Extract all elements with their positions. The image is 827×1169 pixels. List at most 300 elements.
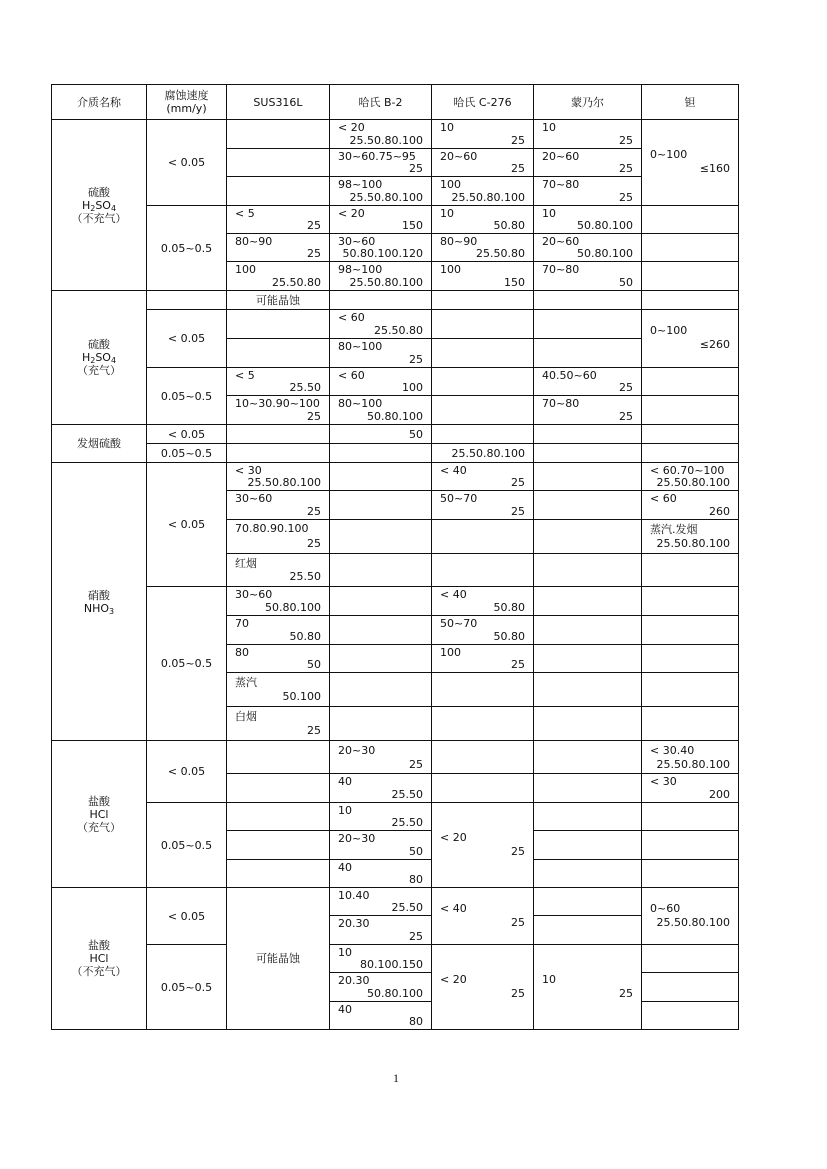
- data-cell: [533, 290, 642, 310]
- concentration: 10: [542, 121, 556, 134]
- data-cell: [533, 205, 642, 234]
- concentration: 蒸汽.发烟: [650, 523, 698, 536]
- data-cell: [431, 261, 534, 291]
- rate-value: < 0.05: [167, 427, 206, 441]
- header-medium-label: 介质名称: [77, 95, 121, 109]
- data-cell: [226, 672, 330, 707]
- data-cell: [329, 859, 432, 888]
- data-cell: [226, 395, 330, 425]
- rate-value: 0.05~0.5: [160, 446, 213, 460]
- temperature: 25: [409, 758, 423, 771]
- data-cell: [329, 830, 432, 860]
- temperature: 50.80.100: [577, 219, 633, 232]
- header-corrosion-rate: [146, 84, 227, 120]
- header-monel: [533, 84, 642, 120]
- temperature: 100: [402, 381, 423, 394]
- rate-cell: [146, 443, 227, 463]
- temperature: 25: [619, 381, 633, 394]
- temperature: 80: [409, 873, 423, 886]
- formula-part: H: [81, 198, 91, 212]
- data-cell: [329, 519, 432, 554]
- note-text: 可能晶蚀: [256, 293, 300, 307]
- data-cell: [431, 740, 534, 774]
- data-cell: [431, 119, 534, 149]
- data-cell-merged: [431, 802, 534, 888]
- temperature: 260: [709, 505, 730, 518]
- data-cell: [329, 944, 432, 973]
- data-cell: [431, 424, 534, 444]
- data-cell-merged: [431, 887, 534, 945]
- data-cell: [431, 205, 534, 234]
- formula-part: SO: [95, 351, 111, 364]
- data-cell: [226, 802, 330, 831]
- medium-formula: HCl: [89, 952, 109, 965]
- medium-hcl-non-aerated: [51, 887, 147, 1030]
- temperature: ≤160: [699, 162, 730, 175]
- data-cell: [533, 615, 642, 645]
- temperature: 25.50.80.100: [656, 758, 730, 771]
- concentration: 20.30: [338, 917, 370, 930]
- rate-cell: [146, 586, 227, 741]
- rate-value: 0.05~0.5: [160, 980, 213, 994]
- data-cell: [329, 261, 432, 291]
- data-cell: [533, 553, 642, 587]
- temperature: 25: [409, 930, 423, 943]
- concentration: < 30.40: [650, 744, 695, 757]
- data-cell: [641, 290, 739, 310]
- rate-cell: [146, 367, 227, 425]
- concentration: < 5: [235, 207, 255, 220]
- data-cell: [641, 773, 739, 803]
- data-cell: [431, 462, 534, 491]
- header-rate-label: 腐蚀速度: [164, 89, 209, 102]
- concentration: 20~60: [542, 235, 580, 248]
- data-cell: [641, 672, 739, 707]
- concentration: 100: [440, 646, 461, 659]
- data-cell: [226, 773, 330, 803]
- rate-cell: [146, 309, 227, 368]
- data-cell: [329, 740, 432, 774]
- data-cell: [431, 706, 534, 741]
- data-cell: [533, 915, 642, 945]
- temperature: 25.50.80: [476, 247, 525, 260]
- data-cell: [641, 740, 739, 774]
- data-cell: [533, 859, 642, 888]
- temperature: 50.80.100: [577, 247, 633, 260]
- data-cell: [431, 644, 534, 673]
- medium-label: 硫酸: [88, 185, 110, 199]
- data-cell: [226, 424, 330, 444]
- data-cell: [329, 972, 432, 1002]
- data-cell: [431, 309, 534, 339]
- data-cell: [329, 395, 432, 425]
- temperature: 50.80.100.120: [342, 247, 423, 260]
- concentration: 100: [440, 178, 461, 191]
- temperature: 25: [619, 162, 633, 175]
- temperature: 50: [307, 658, 321, 671]
- data-cell: [641, 553, 739, 587]
- concentration: 30~60: [235, 492, 273, 505]
- data-cell: [533, 706, 642, 741]
- data-cell: [533, 490, 642, 520]
- concentration: 白烟: [235, 710, 257, 723]
- data-cell: [329, 462, 432, 491]
- data-cell: [329, 706, 432, 741]
- concentration: 20~30: [338, 744, 376, 757]
- data-cell: [329, 233, 432, 262]
- data-cell: [226, 309, 330, 339]
- medium-formula: HCl: [89, 807, 109, 821]
- temperature: 25: [511, 476, 525, 489]
- temperature: 50.80.100: [265, 601, 321, 614]
- concentration: 30~60: [338, 235, 376, 248]
- temperature: 25.50: [391, 816, 423, 829]
- medium-h2so4-aerated: [51, 290, 147, 425]
- temperature: 25.50.80.100: [349, 276, 423, 289]
- temperature: 25: [511, 134, 525, 147]
- rate-cell: [146, 462, 227, 587]
- data-cell: [641, 261, 739, 291]
- concentration: < 40: [440, 588, 467, 601]
- data-cell: [641, 1001, 739, 1030]
- data-cell: [533, 672, 642, 707]
- data-cell: [641, 395, 739, 425]
- concentration: 100: [440, 263, 461, 276]
- data-cell: [329, 205, 432, 234]
- data-cell: [431, 615, 534, 645]
- concentration: 20~30: [338, 832, 376, 845]
- medium-formula: [84, 602, 114, 615]
- medium-condition: （不充气）: [71, 965, 127, 978]
- temperature: 25: [511, 987, 525, 1000]
- temperature: 25: [307, 219, 321, 232]
- concentration: 10.40: [338, 889, 370, 902]
- data-cell: [329, 338, 432, 368]
- data-cell: [533, 148, 642, 177]
- data-cell-merged: [641, 119, 739, 206]
- data-cell: [226, 176, 330, 206]
- concentration: 20~60: [542, 150, 580, 163]
- data-cell: [329, 773, 432, 803]
- rate-cell: [146, 944, 227, 1030]
- formula-sub: 2: [90, 356, 96, 365]
- formula-part: SO: [95, 198, 111, 212]
- data-cell: [431, 553, 534, 587]
- temperature: 50.80: [289, 630, 321, 643]
- temperature: 150: [402, 219, 423, 232]
- data-cell: [431, 233, 534, 262]
- data-cell: [533, 338, 642, 368]
- formula-sub: 2: [90, 203, 96, 213]
- page-number: 1: [393, 1071, 399, 1085]
- data-cell: [641, 586, 739, 616]
- data-cell: [329, 309, 432, 339]
- concentration: < 60: [650, 492, 677, 505]
- concentration: 98~100: [338, 178, 383, 191]
- rate-cell: [146, 290, 227, 310]
- concentration: 10~30.90~100: [235, 397, 320, 410]
- rate-value: 0.05~0.5: [160, 657, 213, 670]
- data-cell: [226, 367, 330, 396]
- data-cell: [329, 644, 432, 673]
- concentration: < 30: [650, 775, 677, 788]
- data-cell: [431, 290, 534, 310]
- data-cell: [329, 490, 432, 520]
- medium-label: 硝酸: [88, 588, 110, 602]
- temperature: 25.50.80.100: [656, 476, 730, 489]
- medium-label: 发烟硫酸: [77, 437, 121, 450]
- rate-value: < 0.05: [167, 518, 206, 531]
- temperature: 25: [511, 162, 525, 175]
- concentration: 80~100: [338, 340, 383, 353]
- formula-sub: 3: [109, 606, 115, 616]
- header-hastelloy-c276: [431, 84, 534, 120]
- data-cell: [641, 519, 739, 554]
- concentration: < 60: [338, 311, 365, 324]
- data-cell: [533, 773, 642, 803]
- medium-nitric-acid: [51, 462, 147, 741]
- rate-value: < 0.05: [167, 765, 206, 778]
- temperature: 50.80.100: [367, 987, 423, 1000]
- medium-condition: （不充气）: [71, 211, 127, 225]
- medium-condition: （充气）: [77, 364, 121, 377]
- data-cell: [641, 462, 739, 491]
- medium-label: 盐酸: [88, 794, 110, 808]
- data-cell-merged: [641, 887, 739, 945]
- data-cell: [533, 367, 642, 396]
- data-cell: [533, 740, 642, 774]
- concentration: 20.30: [338, 974, 370, 987]
- data-cell-merged: [641, 309, 739, 368]
- concentration: < 40: [440, 464, 467, 477]
- data-cell: [533, 176, 642, 206]
- concentration: 10: [542, 207, 556, 220]
- formula-sub: 4: [110, 203, 117, 213]
- temperature: 25.50.80: [374, 324, 423, 337]
- medium-label: 盐酸: [88, 939, 110, 952]
- temperature: 25: [619, 987, 633, 1000]
- medium-formula: [82, 199, 116, 212]
- temperature: 80: [409, 1015, 423, 1028]
- data-cell: [226, 338, 330, 368]
- temperature: 25: [511, 658, 525, 671]
- temperature: 50.80: [493, 219, 525, 232]
- data-cell: [641, 972, 739, 1002]
- data-cell: [226, 490, 330, 520]
- data-cell: [641, 802, 739, 831]
- temperature: 25.50: [289, 570, 321, 583]
- data-cell: [431, 672, 534, 707]
- data-cell: [329, 672, 432, 707]
- temperature: 25.50.80: [272, 276, 321, 289]
- temperature: 50: [409, 428, 423, 441]
- data-cell: [431, 338, 534, 368]
- data-cell: [533, 462, 642, 491]
- medium-condition: （充气）: [77, 820, 121, 834]
- data-cell: [226, 586, 330, 616]
- temperature: 25: [307, 247, 321, 260]
- data-cell: [533, 586, 642, 616]
- data-cell: [533, 519, 642, 554]
- concentration: 蒸汽: [235, 676, 257, 689]
- medium-fuming-sulfuric: [51, 424, 147, 463]
- data-cell: [226, 205, 330, 234]
- temperature: 50.80: [493, 630, 525, 643]
- data-cell: [226, 119, 330, 149]
- data-cell: [329, 915, 432, 945]
- data-cell: [329, 119, 432, 149]
- data-cell: [641, 424, 739, 444]
- data-cell: [533, 443, 642, 463]
- medium-hcl-aerated: [51, 740, 147, 888]
- data-cell: [641, 944, 739, 973]
- data-cell: [329, 424, 432, 444]
- rate-value: 0.05~0.5: [160, 241, 213, 255]
- data-cell: [329, 176, 432, 206]
- data-cell-merged: [226, 887, 330, 1030]
- concentration: 10: [542, 973, 556, 986]
- temperature: 25.50.80.100: [349, 134, 423, 147]
- data-cell: [329, 290, 432, 310]
- temperature: 50.80: [493, 601, 525, 614]
- header-sus316l-label: SUS316L: [253, 95, 303, 109]
- data-cell: [226, 519, 330, 554]
- data-cell: [641, 490, 739, 520]
- concentration: 10: [338, 946, 352, 959]
- concentration: 80~100: [338, 397, 383, 410]
- data-cell-merged: [431, 944, 534, 1030]
- temperature: 25.50: [391, 788, 423, 801]
- concentration: < 5: [235, 369, 255, 382]
- note-text: 可能晶蚀: [256, 952, 300, 965]
- header-c276-label: 哈氏 C-276: [453, 95, 512, 109]
- data-cell: [329, 443, 432, 463]
- temperature: 25: [619, 410, 633, 423]
- data-cell: [329, 1001, 432, 1030]
- data-cell: [329, 586, 432, 616]
- data-cell: [641, 615, 739, 645]
- data-cell: [641, 367, 739, 396]
- data-cell: [533, 802, 642, 831]
- temperature: 50: [619, 276, 633, 289]
- concentration: 50~70: [440, 617, 478, 630]
- data-cell: [226, 740, 330, 774]
- temperature: 150: [504, 276, 525, 289]
- data-cell: [431, 367, 534, 396]
- data-cell: [533, 261, 642, 291]
- concentration: 30~60.75~95: [338, 150, 416, 163]
- data-cell: [226, 644, 330, 673]
- concentration: 0~100: [650, 324, 688, 337]
- concentration: 40: [338, 1003, 352, 1016]
- data-cell: [329, 615, 432, 645]
- concentration: 10: [338, 804, 352, 817]
- concentration: 80~90: [235, 235, 273, 248]
- data-cell: [533, 119, 642, 149]
- data-cell: [329, 887, 432, 916]
- data-cell: [431, 148, 534, 177]
- concentration: < 20: [338, 121, 365, 134]
- concentration: < 60: [338, 369, 365, 382]
- concentration: 0~100: [650, 148, 688, 161]
- concentration: 70~80: [542, 263, 580, 276]
- temperature: 25.50.80.100: [451, 191, 525, 204]
- temperature: 25.50.80.100: [656, 916, 730, 929]
- temperature: 25: [307, 410, 321, 423]
- rate-cell: [146, 740, 227, 803]
- formula-sub: 4: [110, 356, 117, 365]
- rate-cell: [146, 802, 227, 888]
- data-cell: [226, 290, 330, 310]
- header-tantalum-label: 钽: [684, 95, 696, 109]
- temperature: 25: [511, 505, 525, 518]
- data-cell: [533, 233, 642, 262]
- data-cell: [226, 261, 330, 291]
- header-rate-unit: (mm/y): [166, 102, 207, 115]
- data-cell: [533, 395, 642, 425]
- data-cell-merged: [533, 944, 642, 1030]
- concentration: 0~60: [650, 902, 681, 915]
- temperature: 25.50: [391, 901, 423, 914]
- rate-value: 0.05~0.5: [160, 838, 213, 852]
- data-cell: [329, 148, 432, 177]
- data-cell: [641, 859, 739, 888]
- concentration: 70.80.90.100: [235, 522, 309, 535]
- temperature: 80.100.150: [360, 958, 423, 971]
- temperature: 50.80.100: [367, 410, 423, 423]
- concentration: 30~60: [235, 588, 273, 601]
- concentration: 10: [440, 121, 454, 134]
- concentration: 40: [338, 861, 352, 874]
- data-cell: [226, 830, 330, 860]
- concentration: 红烟: [235, 557, 257, 570]
- medium-h2so4-non-aerated: [51, 119, 147, 291]
- data-cell: [226, 443, 330, 463]
- data-cell: [329, 367, 432, 396]
- rate-cell: [146, 205, 227, 291]
- temperature: 200: [709, 788, 730, 801]
- concentration: 40.50~60: [542, 369, 597, 382]
- concentration: < 20: [440, 973, 467, 986]
- rate-value: < 0.05: [167, 332, 206, 345]
- concentration: < 20: [338, 207, 365, 220]
- temperature: 25: [511, 916, 525, 929]
- concentration: 100: [235, 263, 256, 276]
- header-medium: [51, 84, 147, 120]
- data-cell: [226, 148, 330, 177]
- rate-value: 0.05~0.5: [160, 389, 213, 403]
- data-cell: [226, 615, 330, 645]
- data-cell: [431, 586, 534, 616]
- data-cell: [431, 519, 534, 554]
- temperature: 25: [307, 505, 321, 518]
- data-cell: [641, 644, 739, 673]
- rate-cell: [146, 424, 227, 444]
- temperature: 25.50.80.100: [656, 537, 730, 550]
- data-cell: [533, 309, 642, 339]
- data-cell: [533, 644, 642, 673]
- header-monel-label: 蒙乃尔: [571, 95, 604, 109]
- rate-value: < 0.05: [167, 156, 206, 169]
- concentration: 70~80: [542, 397, 580, 410]
- data-cell: [641, 233, 739, 262]
- temperature: 25: [409, 353, 423, 366]
- temperature: 25.50.80.100: [247, 476, 321, 489]
- data-cell: [226, 462, 330, 491]
- concentration: 80~90: [440, 235, 478, 248]
- concentration: < 40: [440, 902, 467, 915]
- temperature: 25: [409, 162, 423, 175]
